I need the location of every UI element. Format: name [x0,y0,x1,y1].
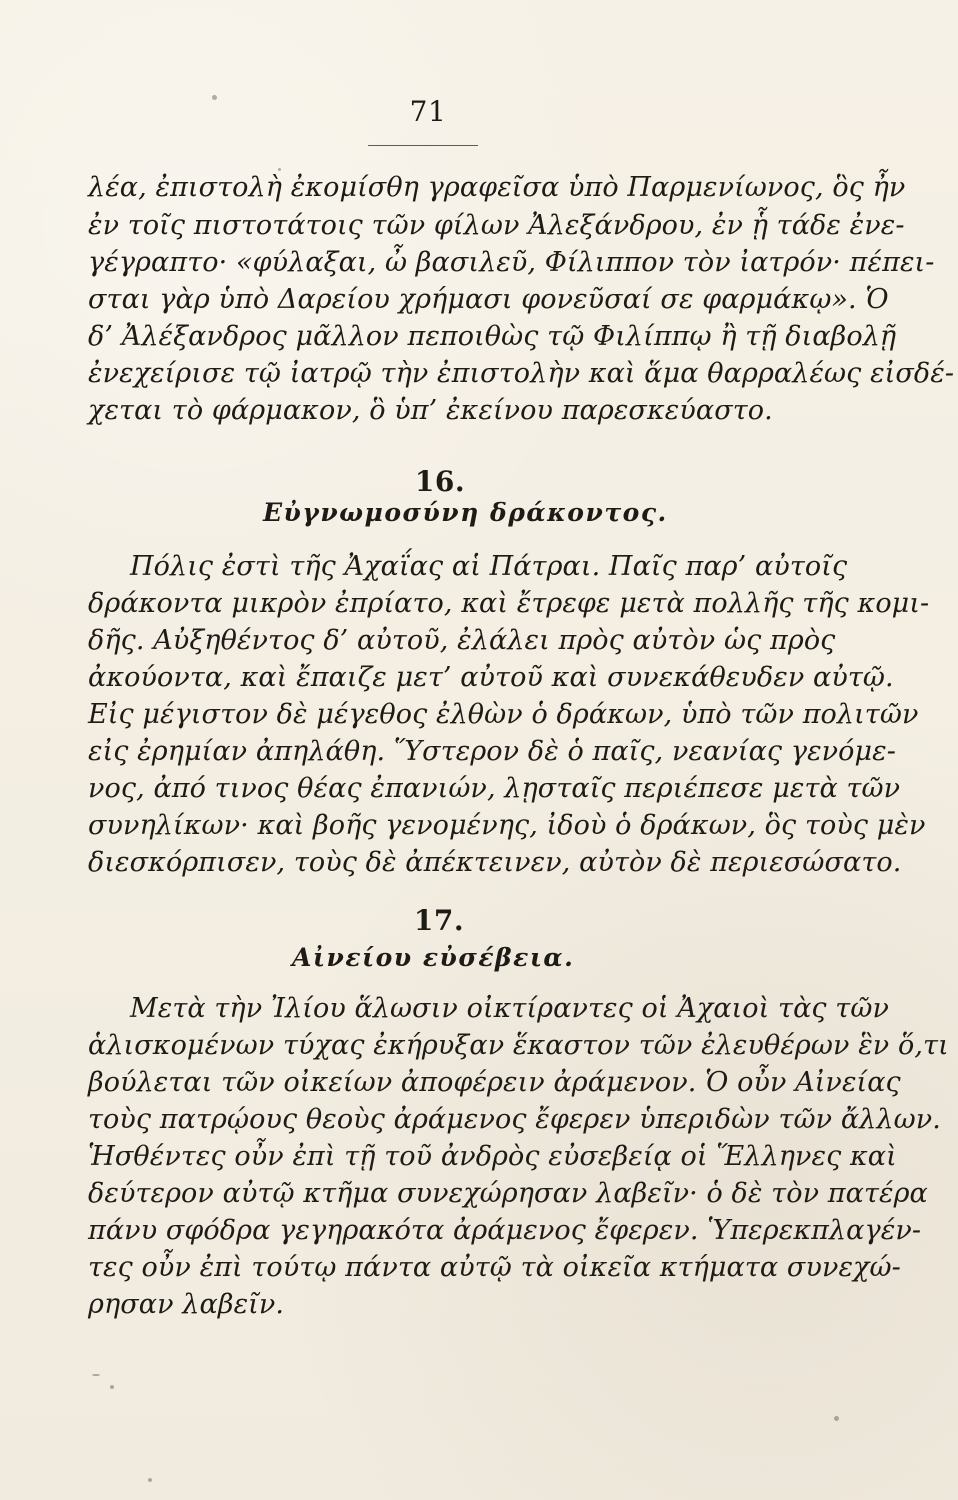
paper-speck [148,1478,152,1482]
section-16-number: 16. [414,465,466,498]
section-16-line-7: νος, ἀπό τινος θέας ἐπανιών, λῃσταῖς περιέπεσε μετὰ τῶν [88,773,901,804]
section-17-line-3: βούλεται τῶν οἰκείων ἀποφέρειν ἀράμενον. Ὁ οὖν Αἰνείας [88,1067,901,1098]
paper-speck [278,168,281,171]
section-17-line-6: δεύτερον αὐτῷ κτῆμα συνεχώρησαν λαβεῖν· ὁ δὲ τὸν πατέρα [88,1178,928,1209]
section-16-line-8: συνηλίκων· καὶ βοῆς γενομένης, ἰδοὺ ὁ δράκων, ὃς τοὺς μὲν [88,810,926,841]
page-number-underline [368,145,478,146]
section-17-line-4: τοὺς πατρῴους θεοὺς ἀράμενος ἔφερεν ὑπεριδὼν τῶν ἄλλων. [88,1104,941,1135]
section-16-line-3: δῆς. Αὐξηθέντος δ’ αὐτοῦ, ἐλάλει πρὸς αὐτὸν ὡς πρὸς [88,625,836,656]
section-16-line-1: Πόλις ἐστὶ τῆς Ἀχαΐας αἱ Πάτραι. Παῖς παρ’ αὐτοῖς [130,551,848,582]
paper-speck [212,95,217,100]
section-16-line-2: δράκοντα μικρὸν ἐπρίατο, καὶ ἔτρεφε μετὰ πολλῆς τῆς κομι- [88,588,930,619]
intro-line-7: χεται τὸ φάρμακον, ὃ ὑπ’ ἐκείνου παρεσκεύαστο. [88,395,773,426]
section-17-number: 17. [413,904,465,937]
intro-line-5: δ’ Ἀλέξανδρος μᾶλλον πεποιθὼς τῷ Φιλίππῳ ἢ τῇ διαβολῇ [88,321,897,352]
paper-speck [834,1416,839,1421]
intro-line-3: γέγραπτο· «φύλαξαι, ὦ βασιλεῦ, Φίλιππον τὸν ἰατρόν· πέπει- [88,247,935,278]
page-number: 71 [409,95,447,128]
intro-line-6: ἐνεχείρισε τῷ ἰατρῷ τὴν ἐπιστολὴν καὶ ἅμα θαρραλέως εἰσδέ- [88,358,955,389]
section-16-line-5: Εἰς μέγιστον δὲ μέγεθος ἐλθὼν ὁ δράκων, ὑπὸ τῶν πολιτῶν [88,699,919,730]
section-17-line-8: τες οὖν ἐπὶ τούτῳ πάντα αὐτῷ τὰ οἰκεῖα κτήματα συνεχώ- [88,1252,901,1283]
section-17-line-7: πάνυ σφόδρα γεγηρακότα ἀράμενος ἔφερεν. Ὑπερεκπλαγέν- [88,1215,922,1246]
intro-line-2: ἐν τοῖς πιστοτάτοις τῶν φίλων Ἀλεξάνδρου, ἐν ᾗ τάδε ἐνε- [88,210,905,241]
section-17-line-2: ἁλισκομένων τύχας ἐκήρυξαν ἕκαστον τῶν ἐλευθέρων ἓν ὅ,τι [88,1030,949,1061]
section-16-line-4: ἀκούοντα, καὶ ἔπαιζε μετ’ αὐτοῦ καὶ συνεκάθευδεν αὐτῷ. [88,662,894,693]
section-17-line-5: Ἡσθέντες οὖν ἐπὶ τῇ τοῦ ἀνδρὸς εὐσεβείᾳ οἱ Ἕλληνες καὶ [88,1141,897,1172]
section-16-line-6: εἰς ἐρημίαν ἀπηλάθη. Ὕστερον δὲ ὁ παῖς, νεανίας γενόμε- [88,736,896,767]
section-17-line-9: ρησαν λαβεῖν. [88,1289,285,1320]
paper-speck [92,1374,100,1376]
section-16-title: Εὐγνωμοσύνη δράκοντος. [263,498,668,527]
section-16-line-9: διεσκόρπισεν, τοὺς δὲ ἀπέκτεινεν, αὐτὸν δὲ περιεσώσατο. [88,847,902,878]
section-17-line-1: Μετὰ τὴν Ἰλίου ἅλωσιν οἰκτίραντες οἱ Ἀχαιοὶ τὰς τῶν [130,993,889,1024]
intro-line-1: λέα, ἐπιστολὴ ἐκομίσθη γραφεῖσα ὑπὸ Παρμενίωνος, ὃς ἦν [88,172,906,203]
intro-line-4: σται γὰρ ὑπὸ Δαρείου χρήμασι φονεῦσαί σε φαρμάκῳ». Ὁ [88,284,889,315]
section-17-title: Αἰνείου εὐσέβεια. [292,943,575,972]
paper-speck [110,1385,114,1389]
